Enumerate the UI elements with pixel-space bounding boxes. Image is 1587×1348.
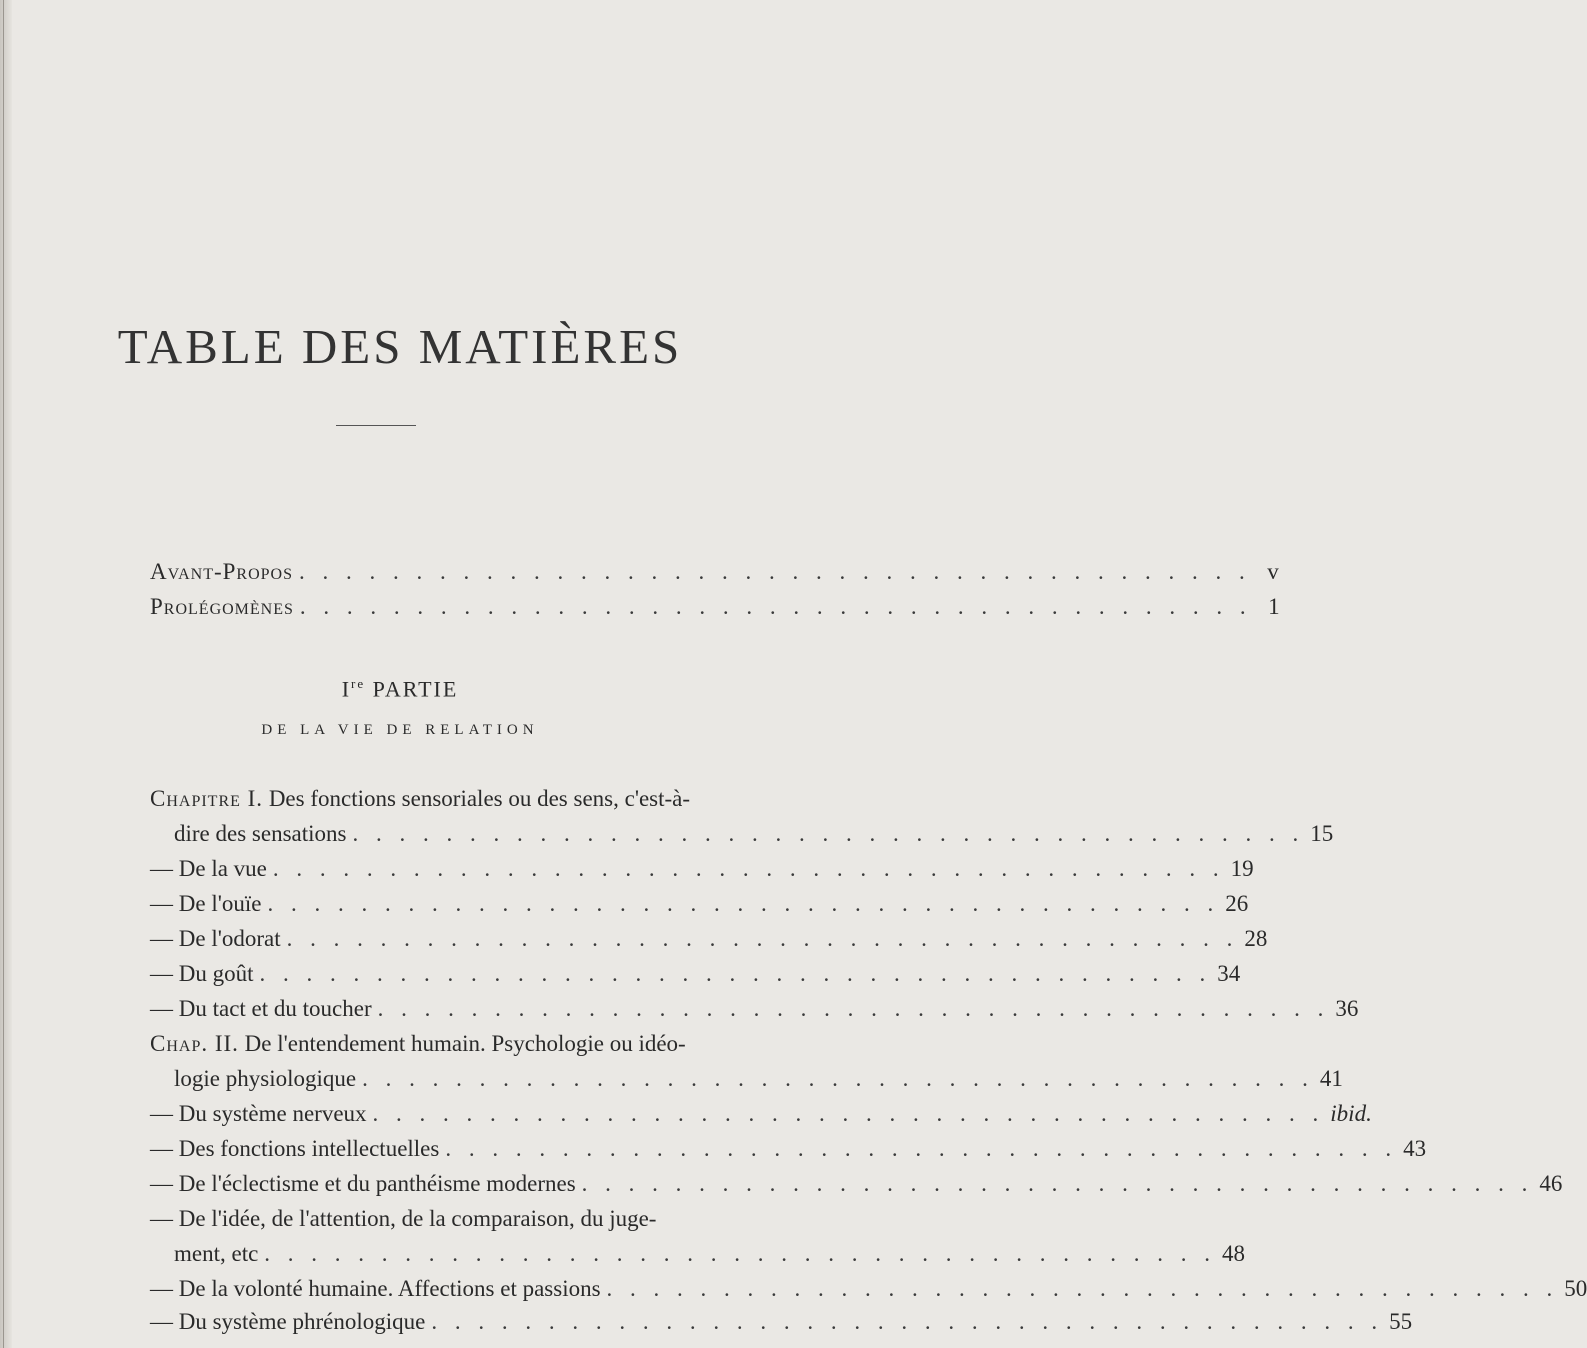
chapter-1-title-part-1: Des fonctions sensoriales ou des sens, c'est-à- bbox=[268, 786, 691, 811]
toc-entry-label: dire des sensations bbox=[174, 821, 347, 846]
toc-entry-label: — Du tact et du toucher bbox=[150, 996, 372, 1021]
page-binding-edge bbox=[0, 0, 12, 1348]
toc-entry-label: — Du système nerveux bbox=[150, 1101, 367, 1126]
toc-entry-avant-propos bbox=[150, 559, 1279, 593]
chapter-2-heading-line-2 bbox=[174, 1066, 1343, 1100]
toc-entry-page: 28 bbox=[1244, 926, 1268, 951]
toc-entry-page: 26 bbox=[1225, 891, 1249, 916]
toc-entry bbox=[150, 891, 1249, 925]
chapter-1-heading-line-2 bbox=[174, 821, 1334, 855]
toc-entry-page: 34 bbox=[1217, 961, 1241, 986]
toc-entry-multiline-line-1: — De l'idée, de l'attention, de la comparaison, du juge- bbox=[150, 1206, 657, 1231]
toc-entry bbox=[150, 1309, 1413, 1343]
toc-entry-page: 15 bbox=[1310, 821, 1334, 846]
part-ordinal: I bbox=[341, 676, 352, 702]
leader-dots: . . . . . . . . . . . . . . . . . . . . . . . . . . . . . . . . . . . . . . . . . bbox=[372, 1101, 1325, 1126]
toc-entry bbox=[150, 996, 1359, 1030]
toc-entry-label: — De l'odorat bbox=[150, 926, 281, 951]
leader-dots: . . . . . . . . . . . . . . . . . . . . . . . . . . . . . . . . . . . . . . . . . bbox=[581, 1171, 1534, 1196]
leader-dots: . . . . . . . . . . . . . . . . . . . . . . . . . . . . . . . . . . . . . . . . . bbox=[445, 1136, 1398, 1161]
toc-entry-label: logie physiologique bbox=[174, 1066, 357, 1091]
leader-dots: . . . . . . . . . . . . . . . . . . . . . . . . . . . . . . . . . . . . . . . . . bbox=[299, 559, 1251, 584]
toc-entry bbox=[150, 1276, 1587, 1310]
toc-entry bbox=[150, 1171, 1563, 1205]
toc-entry-page: 41 bbox=[1319, 1066, 1343, 1091]
leader-dots: . . . . . . . . . . . . . . . . . . . . . . . . . . . . . . . . . . . . . . . . . bbox=[352, 821, 1305, 846]
leader-dots: . . . . . . . . . . . . . . . . . . . . . . . . . . . . . . . . . . . . . . . . . bbox=[272, 856, 1225, 881]
leader-dots: . . . . . . . . . . . . . . . . . . . . . . . . . . . . . . . . . . . . . . . . . bbox=[267, 891, 1220, 916]
toc-entry-page: ibid. bbox=[1330, 1101, 1372, 1126]
leader-dots: . . . . . . . . . . . . . . . . . . . . . . . . . . . . . . . . . . . . . . . . . bbox=[362, 1066, 1314, 1091]
toc-entry-label: — Du système phrénologique bbox=[150, 1309, 426, 1334]
chapter-1-prefix: Chapitre I. bbox=[150, 786, 264, 811]
part-heading bbox=[0, 676, 800, 702]
toc-entry bbox=[150, 926, 1268, 960]
part-ordinal-suffix: re bbox=[351, 676, 366, 691]
toc-entry-label: — De la vue bbox=[150, 856, 267, 881]
chapter-1-heading-line-1 bbox=[150, 786, 691, 812]
leader-dots: . . . . . . . . . . . . . . . . . . . . . . . . . . . . . . . . . . . . . . . . . bbox=[259, 961, 1212, 986]
toc-entry-label: — De l'ouïe bbox=[150, 891, 262, 916]
toc-entry-multiline-line-2 bbox=[174, 1241, 1246, 1275]
toc-entry-label: Avant-Propos bbox=[150, 559, 294, 584]
toc-entry bbox=[150, 1101, 1372, 1135]
toc-entry-page: 48 bbox=[1222, 1241, 1246, 1266]
title-divider bbox=[336, 425, 416, 426]
page-title: TABLE DES MATIÈRES bbox=[117, 319, 683, 374]
toc-entry-page: 36 bbox=[1335, 996, 1359, 1021]
toc-entry-label: — Du goût bbox=[150, 961, 254, 986]
leader-dots: . . . . . . . . . . . . . . . . . . . . . . . . . . . . . . . . . . . . . . . . . bbox=[377, 996, 1330, 1021]
toc-entry-page: 43 bbox=[1403, 1136, 1427, 1161]
toc-entry-page: 50 bbox=[1564, 1276, 1587, 1301]
toc-entry-page: v bbox=[1267, 559, 1279, 584]
toc-entry-label: ment, etc bbox=[174, 1241, 259, 1266]
toc-entry-page: 46 bbox=[1539, 1171, 1563, 1196]
toc-entry bbox=[150, 856, 1254, 890]
toc-entry bbox=[150, 961, 1241, 995]
leader-dots: . . . . . . . . . . . . . . . . . . . . . . . . . . . . . . . . . . . . . . . . . bbox=[299, 594, 1252, 619]
part-heading-text: PARTIE bbox=[372, 676, 459, 702]
toc-entry-label: — Des fonctions intellectuelles bbox=[150, 1136, 440, 1161]
leader-dots: . . . . . . . . . . . . . . . . . . . . . . . . . . . . . . . . . . . . . . . . . bbox=[606, 1276, 1559, 1301]
chapter-2-title-part-1: De l'entendement humain. Psychologie ou idéo- bbox=[244, 1031, 686, 1056]
toc-entry-page: 19 bbox=[1230, 856, 1254, 881]
leader-dots: . . . . . . . . . . . . . . . . . . . . . . . . . . . . . . . . . . . . . . . . . bbox=[431, 1309, 1384, 1334]
toc-entry-label: — De la volonté humaine. Affections et passions bbox=[150, 1276, 601, 1301]
toc-entry bbox=[150, 1136, 1427, 1170]
toc-entry-page: 1 bbox=[1268, 594, 1280, 619]
toc-entry-page: 55 bbox=[1389, 1309, 1413, 1334]
toc-entry-prolegomenes bbox=[150, 594, 1280, 628]
chapter-2-prefix: Chap. II. bbox=[150, 1031, 239, 1056]
toc-entry-label: — De l'éclectisme et du panthéisme modernes bbox=[150, 1171, 576, 1196]
part-subtitle: DE LA VIE DE RELATION bbox=[261, 722, 539, 738]
leader-dots: . . . . . . . . . . . . . . . . . . . . . . . . . . . . . . . . . . . . . . . . . bbox=[264, 1241, 1217, 1266]
toc-entry-label: Prolégomènes bbox=[150, 594, 294, 619]
binding-line bbox=[3, 0, 4, 1348]
leader-dots: . . . . . . . . . . . . . . . . . . . . . . . . . . . . . . . . . . . . . . . . . bbox=[286, 926, 1239, 951]
chapter-2-heading-line-1 bbox=[150, 1031, 686, 1057]
